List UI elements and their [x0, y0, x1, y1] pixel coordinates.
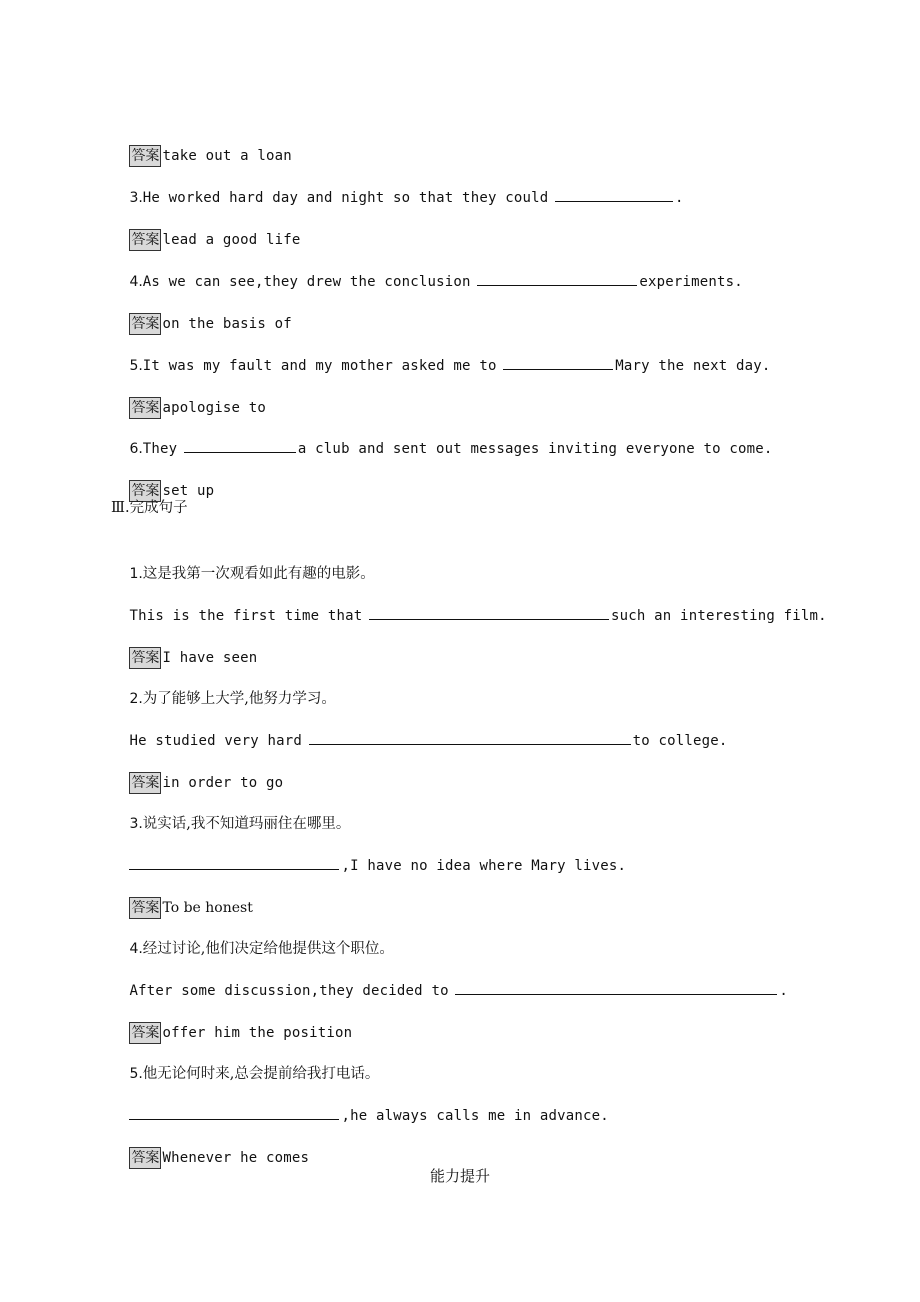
sentence-after: ,he always calls me in advance.: [341, 1108, 609, 1124]
chinese-prompt: 说实话,我不知道玛丽住在哪里。: [142, 816, 351, 832]
sentence-after: to college.: [632, 733, 728, 749]
sentence-after: ,I have no idea where Mary lives.: [341, 858, 627, 874]
question-text-after: experiments.: [639, 274, 743, 290]
sentence-after: such an interesting film.: [611, 608, 827, 624]
answer-line: [111, 622, 258, 666]
answer-text: in order to go: [162, 775, 284, 791]
answer-text: apologise to: [162, 400, 266, 416]
answer-badge: 答案: [129, 772, 161, 794]
answer-line: [111, 872, 253, 916]
english-sentence-line: [111, 580, 827, 624]
answer-text: To be honest: [162, 900, 253, 916]
chinese-prompt: 为了能够上大学,他努力学习。: [142, 691, 336, 707]
english-sentence-line: [111, 705, 728, 749]
english-sentence-line: [111, 955, 788, 999]
answer-line: [111, 997, 353, 1041]
answer-blank: [477, 270, 637, 286]
question-text-after: a club and sent out messages inviting everyone to come.: [297, 441, 773, 457]
english-sentence-line: [111, 1080, 609, 1124]
chinese-prompt-line: [111, 538, 375, 582]
answer-text: on the basis of: [162, 316, 292, 332]
question-number: 3.: [129, 816, 143, 832]
chinese-prompt-line: [111, 788, 351, 832]
question-line: [111, 162, 684, 206]
section-title: Ⅲ.完成句子: [111, 500, 188, 516]
question-number: 2.: [129, 691, 143, 707]
answer-line: [111, 1122, 310, 1166]
answer-badge: 答案: [129, 897, 161, 919]
answer-blank: [309, 729, 631, 745]
answer-badge: 答案: [129, 1147, 161, 1169]
answer-line: [111, 372, 266, 416]
question-number: 5.: [129, 358, 143, 374]
answer-blank: [503, 354, 613, 370]
answer-line: [111, 288, 292, 332]
question-line: [111, 246, 743, 290]
answer-line: [111, 204, 301, 248]
answer-badge: 答案: [129, 480, 161, 502]
answer-line: [111, 455, 215, 499]
question-line: [111, 413, 773, 457]
question-number: 1.: [129, 566, 143, 582]
answer-text: offer him the position: [162, 1025, 353, 1041]
answer-blank: [129, 854, 339, 870]
sentence-after: .: [779, 983, 788, 999]
answer-text: take out a loan: [162, 148, 292, 164]
footer-heading: 能力提升: [429, 1167, 490, 1185]
question-number: 5.: [129, 1066, 143, 1082]
answer-line: [111, 120, 292, 164]
question-text-after: .: [674, 190, 684, 206]
sentence-before: After some discussion,they decided to: [129, 983, 449, 999]
sentence-before: He studied very hard: [129, 733, 303, 749]
answer-badge: 答案: [129, 647, 161, 669]
chinese-prompt-line: [111, 1038, 380, 1082]
answer-blank: [455, 979, 777, 995]
question-number: 3.: [129, 190, 143, 206]
answer-text: I have seen: [162, 650, 258, 666]
chinese-prompt-line: [111, 913, 394, 957]
chinese-prompt-line: [111, 663, 336, 707]
sentence-before: This is the first time that: [129, 608, 363, 624]
answer-text: lead a good life: [162, 232, 301, 248]
question-text-before: He worked hard day and night so that they could: [142, 190, 549, 206]
chinese-prompt: 这是我第一次观看如此有趣的电影。: [142, 566, 375, 582]
question-number: 4.: [129, 941, 143, 957]
answer-badge: 答案: [129, 145, 161, 167]
answer-blank: [129, 1104, 339, 1120]
question-text-after: Mary the next day.: [615, 358, 771, 374]
answer-blank: [555, 186, 673, 202]
answer-text: Whenever he comes: [162, 1150, 310, 1166]
answer-badge: 答案: [129, 397, 161, 419]
question-text-before: They: [142, 441, 178, 457]
answer-blank: [369, 604, 609, 620]
question-text-before: As we can see,they drew the conclusion: [142, 274, 471, 290]
question-text-before: It was my fault and my mother asked me to: [142, 358, 497, 374]
answer-line: [111, 747, 284, 791]
question-line: [111, 330, 771, 374]
question-number: 6.: [129, 441, 143, 457]
chinese-prompt: 经过讨论,他们决定给他提供这个职位。: [142, 941, 394, 957]
answer-badge: 答案: [129, 313, 161, 335]
english-sentence-line: [111, 830, 627, 874]
answer-blank: [184, 437, 296, 453]
chinese-prompt: 他无论何时来,总会提前给我打电话。: [142, 1066, 380, 1082]
question-number: 4.: [129, 274, 143, 290]
answer-text: set up: [162, 483, 215, 499]
answer-badge: 答案: [129, 1022, 161, 1044]
answer-badge: 答案: [129, 229, 161, 251]
